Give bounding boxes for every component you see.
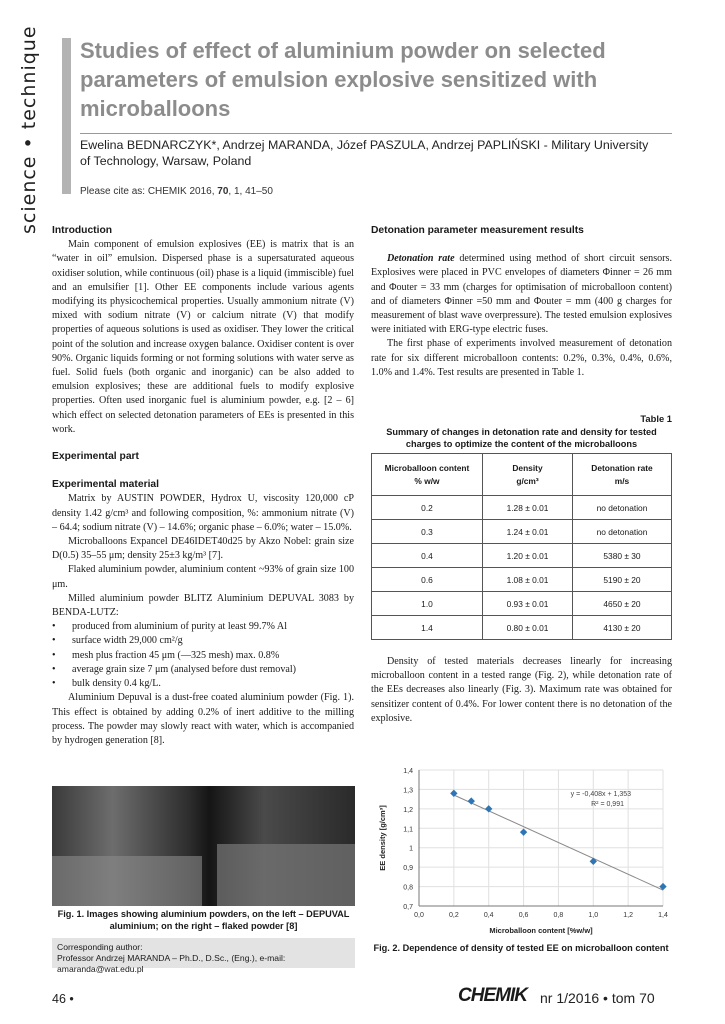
- list-item: • mesh plus fraction 45 μm (—325 mesh) max. 0.8%: [72, 649, 354, 663]
- y-tick-label: 1,4: [403, 768, 413, 775]
- trendline-equation: y = -0,408x + 1,353: [570, 791, 631, 798]
- detonation-rate-lead: Detonation rate: [387, 253, 455, 265]
- figure-1-caption: Fig. 1. Images showing aluminium powders, on the left – DEPUVAL aluminium; on the right – flaked powder [8]: [57, 909, 350, 931]
- detonation-rate-text: determined using method of short circuit sensors. Explosives were placed in PVC envelopes of diameters Φinner = 26 mm and Φouter = 33 mm (charges for optimisation of microballoon content) and of diameters Φinner =50 mm and Φouter = mm (400 g charges for measurement of blast wave overpressure). The tested emulsion explosives were initiated with ERG-type electric fuses.: [371, 253, 672, 336]
- photo-left-bowl: [52, 856, 202, 906]
- y-tick-label: 0,7: [403, 904, 413, 911]
- properties-list: [52, 620, 354, 691]
- y-axis-label: EE density [g/cm³]: [378, 805, 387, 871]
- x-tick-label: 0,2: [448, 912, 459, 919]
- authors-line-2: of Technology, Warsaw, Poland: [80, 153, 252, 168]
- figure-2-caption: Fig. 2. Dependence of density of tested EE on microballoon content: [373, 943, 669, 953]
- table-row: 0.3 1.24 ± 0.01 no detonation: [372, 520, 672, 544]
- page-number: 46 •: [52, 992, 74, 1006]
- aluminium-powders-photo: [52, 786, 355, 906]
- corresponding-author-box: [52, 938, 355, 974]
- y-tick-label: 0,9: [403, 865, 413, 873]
- x-tick-label: 0,0: [414, 912, 424, 919]
- authors: [80, 138, 680, 169]
- corresponding-details: Professor Andrzej MARANDA – Ph.D., D.Sc., (Eng.), e-mail: amaranda@wat.edu.pl: [57, 953, 286, 974]
- x-tick-label: 0,4: [483, 912, 494, 919]
- citation-suffix: , 1, 41–50: [228, 186, 273, 197]
- material-heading: Experimental material: [52, 479, 160, 491]
- photo-right-bowl: [217, 844, 355, 906]
- list-item: • surface width 29,000 cm²/g: [72, 634, 354, 648]
- y-tick-label: 1,3: [403, 787, 413, 795]
- results-heading: Detonation parameter measurement results: [371, 225, 584, 236]
- depuval-paragraph: Aluminium Depuval is a dust-free coated aluminium powder (Fig. 1). This effect is obtained by adding 0.2% of inert additive to the milling process. The powder may slowly react with water, which is accompanied by hydrogen generation [8].: [52, 692, 354, 746]
- density-paragraph: Density of tested materials decreases linearly for increasing microballoon content in a tested range (Fig. 2), while detonation rate of the EEs decreases also linearly (Fig. 3). Maximum rate was obtained for sensitizer content of 0.4%. For lower content there is no detonation of the explosive.: [371, 656, 672, 724]
- corresponding-label: Corresponding author:: [57, 942, 143, 952]
- column-header: Density g/cm³: [483, 454, 573, 496]
- table-row: 1.4 0.80 ± 0.01 4130 ± 20: [372, 616, 672, 640]
- title-accent-bar: [62, 38, 71, 194]
- milled-paragraph: Milled aluminium powder BLITZ Aluminium DEPUVAL 3083 by BENDA-LUTZ:: [52, 592, 354, 619]
- journal-logo: CHEMIK: [458, 985, 527, 1006]
- table-row: 0.6 1.08 ± 0.01 5190 ± 20: [372, 568, 672, 592]
- list-item: • average grain size 7 μm (analysed before dust removal): [72, 663, 354, 677]
- list-item: • produced from aluminium of purity at least 99.7% Al: [72, 620, 354, 634]
- matrix-paragraph: Matrix by AUSTIN POWDER, Hydrox U, viscosity 120,000 cP density 1.42 g/cm³ and following composition, %: ammonium nitrate (V) – 64.4; sodium nitrate (V) – 14.6%; organic phase – 6.0%; water – 15.0%.: [52, 493, 354, 533]
- list-item: • bulk density 0.4 kg/L.: [72, 677, 354, 691]
- issue-info: nr 1/2016 • tom 70: [540, 990, 655, 1006]
- x-tick-label: 0,8: [553, 912, 564, 919]
- y-tick-label: 1,2: [403, 806, 413, 814]
- density-chart: [371, 758, 671, 938]
- results-table: [371, 453, 672, 640]
- table-header-row: [372, 454, 672, 496]
- density-chart-svg: [371, 758, 671, 938]
- citation-volume: 70: [217, 186, 229, 197]
- article-title: Studies of effect of aluminium powder on selected parameters of emulsion explosive sensitized with microballoons: [80, 38, 606, 121]
- flaked-paragraph: Flaked aluminium powder, aluminium content ~93% of grain size 100 μm.: [52, 564, 354, 590]
- density-discussion: [371, 655, 672, 726]
- left-column: [52, 224, 354, 748]
- table-row: 0.4 1.20 ± 0.01 5380 ± 30: [372, 544, 672, 568]
- authors-line-1: Ewelina BEDNARCZYK*, Andrzej MARANDA, Józef PASZULA, Andrzej PAPLIŃSKI - Military University: [80, 138, 649, 152]
- x-tick-label: 1,4: [658, 912, 668, 919]
- experimental-heading: Experimental part: [52, 451, 139, 463]
- intro-paragraph: Main component of emulsion explosives (EE) is matrix that is an “water in oil” emulsion. Dispersed phase is a supersaturated aqueous oxidiser solution, while continuous (oil) phase is a liquid (immiscible) fuel and an emulsifier [1]. Other EE components include various agents modifying its physicochemical properties. Usually ammonium nitrate (V) mixed with sodium nitrate (V) or calcium nitrate (V) that modify properties of aqueous solutions is used as oxidiser. They lower the critical point of the solution and increase oxygen balance. Oxidiser content is over 90%. Organic liquids forming or not forming solutions with water serve as fuel. Solid fuels (both organic and inorganic) can be also added to emulsion explosives; these are additional fuels to modify explosive properties. Often used inorganic fuel is aluminium powder, e.g. [2 – 6] which effect on selected detonation parameters of EEs is presented in this work.: [52, 239, 354, 435]
- x-axis-label: Microballoon content [%w/w]: [489, 926, 593, 935]
- section-side-label: [14, 25, 44, 236]
- x-tick-label: 1,0: [588, 912, 599, 919]
- section-label: science • technique: [18, 25, 40, 234]
- title-divider: [80, 133, 672, 134]
- table-row: 1.0 0.93 ± 0.01 4650 ± 20: [372, 592, 672, 616]
- detonation-rate-paragraph: [371, 252, 672, 337]
- y-tick-label: 1,1: [403, 826, 413, 834]
- table-row: 0.2 1.28 ± 0.01 no detonation: [372, 496, 672, 520]
- microballoons-paragraph: Microballoons Expancel DE46IDET40d25 by Akzo Nobel: grain size D(0.5) 35–55 μm; density 25±3 kg/m³ [7].: [52, 536, 354, 562]
- y-tick-label: 0,8: [403, 884, 413, 892]
- column-header: Microballoon content % w/w: [372, 454, 483, 496]
- citation-prefix: Please cite as: CHEMIK 2016,: [80, 186, 215, 197]
- data-point: [590, 858, 597, 865]
- first-phase-paragraph: The first phase of experiments involved measurement of detonation rate for six different microballoon contents: 0.2%, 0.3%, 0.4%, 0.6%, 1.0% and 1.4%. Test results are presented in Table 1.: [371, 338, 672, 378]
- table-title: Summary of changes in detonation rate and density for tested charges to optimize the content of the microballoons: [386, 427, 657, 449]
- intro-heading: Introduction: [52, 225, 113, 236]
- table-label: Table 1: [640, 413, 672, 424]
- data-point: [520, 828, 527, 835]
- citation: [80, 186, 273, 197]
- right-column: [371, 224, 672, 380]
- r-squared-label: R² = 0,991: [591, 801, 624, 808]
- column-header: Detonation rate m/s: [573, 454, 672, 496]
- x-tick-label: 0,6: [518, 912, 529, 919]
- y-tick-label: 1: [409, 845, 413, 853]
- data-point: [485, 805, 492, 812]
- x-tick-label: 1,2: [623, 912, 634, 919]
